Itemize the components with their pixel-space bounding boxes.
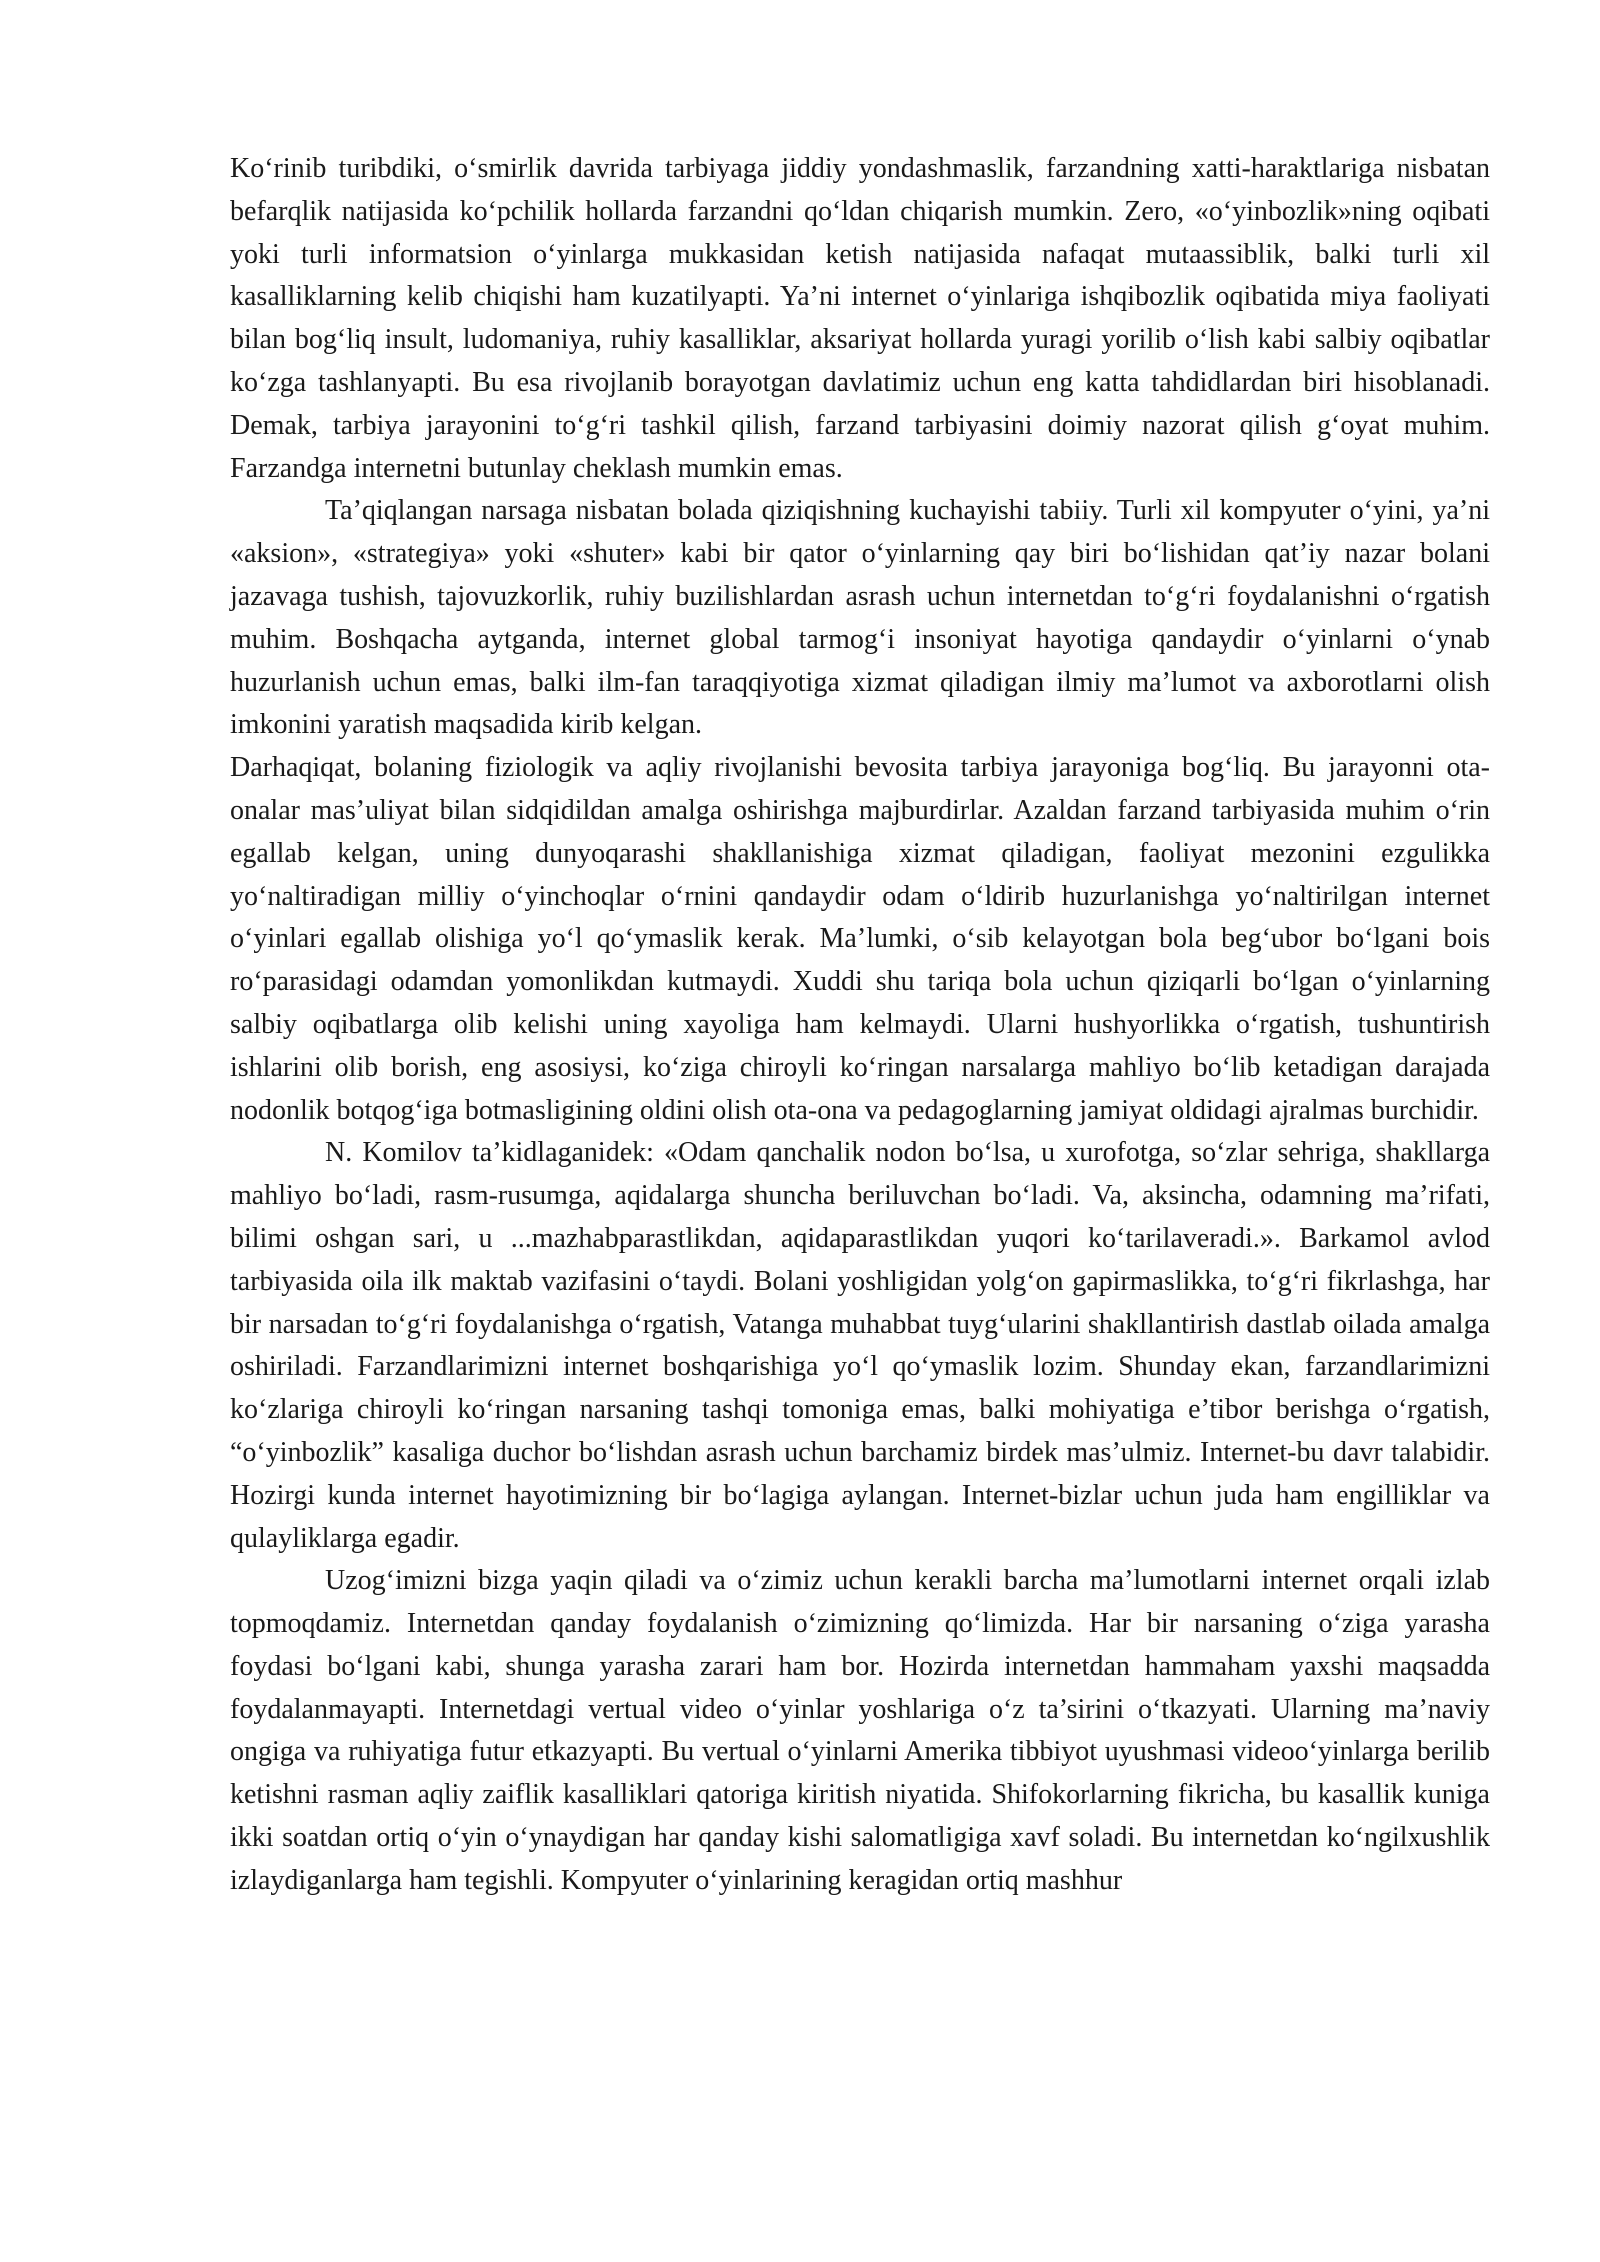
paragraph-2: Ta’qiqlangan narsaga nisbatan bolada qiziqishning kuchayishi tabiiy. Turli xil kompyuter o‘yini, ya’ni «aksion», «strategiya» yoki «shuter» kabi bir qator o‘yinlarning qay biri bo‘lishidan qat’iy nazar bolani jazavaga tushish, tajovuzkorlik, ruhiy buzilishlardan asrash uchun internetdan to‘g‘ri foydalanishni o‘rgatish muhim. Boshqacha aytganda, internet global tarmog‘i insoniyat hayotiga qandaydir o‘yinlarni o‘ynab huzurlanish uchun emas, balki ilm-fan taraqqiyotiga xizmat qiladigan ilmiy ma’lumot va axborotlarni olish imkonini yaratish maqsadida kirib kelgan. — [230, 495, 1490, 741]
paragraph-5: Uzog‘imizni bizga yaqin qiladi va o‘zimiz uchun kerakli barcha ma’lumotlarni internet orqali izlab topmoqdamiz. Internetdan qanday foydalanish o‘zimizning qo‘limizda. Har bir narsaning o‘ziga yarasha foydasi bo‘lgani kabi, shunga yarasha zarari ham bor. Hozirda internetdan hammaham yaxshi maqsadda foydalanmayapti. Internetdagi vertual video o‘yinlar yoshlariga o‘z ta’sirini o‘tkazyati. Ularning ma’naviy ongiga va ruhiyatiga futur etkazyapti. Bu vertual o‘yinlarni Amerika tibbiyot uyushmasi videoo‘yinlarga berilib ketishni rasman aqliy zaiflik kasalliklari qatoriga kiritish niyatida. Shifokorlarning fikricha, bu kasallik kuniga ikki soatdan ortiq o‘yin o‘ynaydigan har qanday kishi salomatligiga xavf soladi. Bu internetdan ko‘ngilxushlik izlaydiganlarga ham tegishli. Kompyuter o‘yinlarining keragidan ortiq mashhur — [230, 1565, 1490, 1896]
paragraph-3: Darhaqiqat, bolaning fiziologik va aqliy rivojlanishi bevosita tarbiya jarayoniga bog‘liq. Bu jarayonni ota-onalar mas’uliyat bilan sidqidildan amalga oshirishga majburdirlar. Azaldan farzand tarbiyasida muhim o‘rin egallab kelgan, uning dunyoqarashi shakllanishiga xizmat qiladigan, faoliyat mezonini ezgulikka yo‘naltiradigan milliy o‘yinchoqlar o‘rnini qandaydir odam o‘ldirib huzurlanishga yo‘naltirilgan internet o‘yinlari egallab olishiga yo‘l qo‘ymaslik kerak. Ma’lumki, o‘sib kelayotgan bola beg‘ubor bo‘lgani bois ro‘parasidagi odamdan yomonlikdan kutmaydi. Xuddi shu tariqa bola uchun qiziqarli bo‘lgan o‘yinlarning salbiy oqibatlarga olib kelishi uning xayoliga ham kelmaydi. Ularni hushyorlikka o‘rgatish, tushuntirish ishlarini olib borish, eng asosiysi, ko‘ziga chiroyli ko‘ringan narsalarga mahliyo bo‘lib ketadigan darajada nodonlik botqog‘iga botmasligining oldini olish ota-ona va pedagoglarning jamiyat oldidagi ajralmas burchidir. — [230, 752, 1490, 1126]
document-page — [230, 148, 1490, 1903]
paragraph-1: Ko‘rinib turibdiki, o‘smirlik davrida tarbiyaga jiddiy yondashmaslik, farzandning xatti-haraktlariga nisbatan befarqlik natijasida ko‘pchilik hollarda farzandni qo‘ldan chiqarish mumkin. Zero, «o‘yinbozlik»ning oqibati yoki turli informatsion o‘yinlarga mukkasidan ketish natijasida nafaqat mutaassiblik, balki turli xil kasalliklarning kelib chiqishi ham kuzatilyapti. Ya’ni internet o‘yinlariga ishqibozlik oqibatida miya faoliyati bilan bog‘liq insult, ludomaniya, ruhiy kasalliklar, aksariyat hollarda yuragi yorilib o‘lish kabi salbiy oqibatlar ko‘zga tashlanyapti. Bu esa rivojlanib borayotgan davlatimiz uchun eng katta tahdidlardan biri hisoblanadi. Demak, tarbiya jarayonini to‘g‘ri tashkil qilish, farzand tarbiyasini doimiy nazorat qilish g‘oyat muhim. Farzandga internetni butunlay cheklash mumkin emas. — [230, 153, 1490, 484]
paragraph-4: N. Komilov ta’kidlaganidek: «Odam qanchalik nodon bo‘lsa, u xurofotga, so‘zlar sehriga, shakllarga mahliyo bo‘ladi, rasm-rusumga, aqidalarga shuncha beriluvchan bo‘ladi. Va, aksincha, odamning ma’rifati, bilimi oshgan sari, u ...mazhabparastlikdan, aqidaparastlikdan yuqori ko‘tarilaveradi.». Barkamol avlod tarbiyasida oila ilk maktab vazifasini o‘taydi. Bolani yoshligidan yolg‘on gapirmaslikka, to‘g‘ri fikrlashga, har bir narsadan to‘g‘ri foydalanishga o‘rgatish, Vatanga muhabbat tuyg‘ularini shakllantirish dastlab oilada amalga oshiriladi. Farzandlarimizni internet boshqarishiga yo‘l qo‘ymaslik lozim. Shunday ekan, farzandlarimizni ko‘zlariga chiroyli ko‘ringan narsaning tashqi tomoniga emas, balki mohiyatiga e’tibor berishga o‘rgatish, “o‘yinbozlik” kasaliga duchor bo‘lishdan asrash uchun barchamiz birdek mas’ulmiz. Internet-bu davr talabidir. Hozirgi kunda internet hayotimizning bir bo‘lagiga aylangan. Internet-bizlar uchun juda ham engilliklar va qulayliklarga egadir. — [230, 1137, 1490, 1554]
